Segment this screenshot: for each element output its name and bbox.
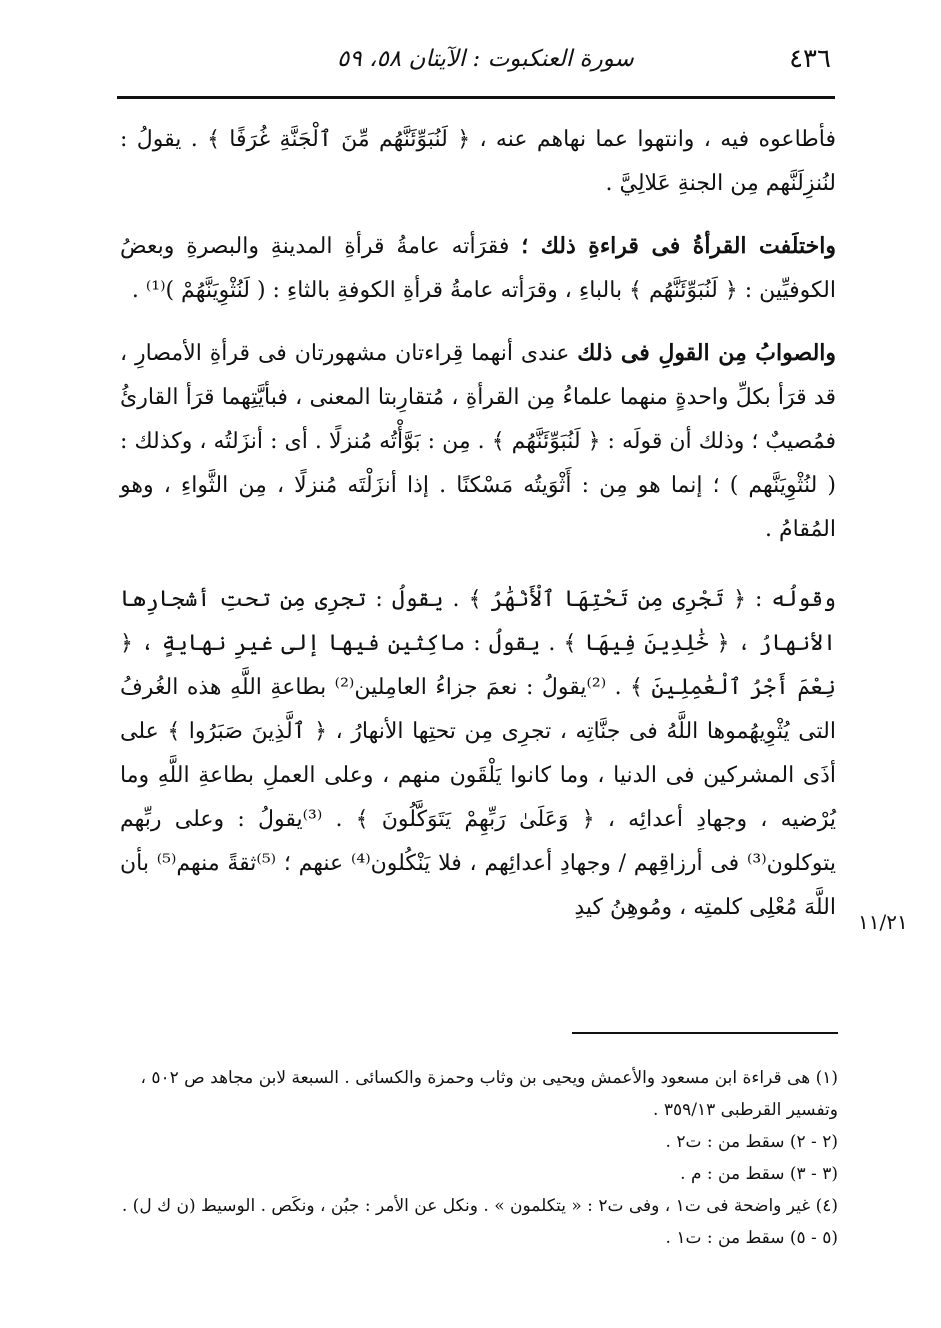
- page-header: [117, 36, 833, 96]
- footnote-3: (٣ - ٣) سقط من : م .: [680, 1164, 838, 1184]
- footnote-5: (٥ - ٥) سقط من : ت١ .: [665, 1228, 838, 1248]
- paragraph-lead: واختلَفت القرأةُ فى قراءةِ ذلك ؛: [521, 233, 836, 259]
- paragraph-1: [120, 118, 836, 206]
- footnotes: [120, 1062, 838, 1254]
- footnote-1: (١) هى قراءة ابن مسعود والأعمش ويحيى بن وثاب وحمزة والكسائى . السبعة لابن مجاهد ص ٥٠٢ ، وتفسير القرطبى ٣٥٩/١٣ .: [140, 1068, 838, 1120]
- header-divider: [117, 96, 835, 99]
- paragraph-lead: والصوابُ مِن القولِ فى ذلك: [577, 340, 837, 366]
- margin-reference: ١١/٢١: [858, 910, 908, 934]
- footnote-2: (٢ - ٢) سقط من : ت٢ .: [665, 1132, 838, 1152]
- paragraph-text: فقرَأته عامةُ قرأةِ المدينةِ والبصرةِ وبعضُ الكوفيِّين : ﴿ لَنُبَوِّئَنَّهُم ﴾ بالباءِ ، وقرَأته عامةُ قرأةِ الكوفةِ بالثاءِ : ( لَنُثْوِيَنَّهُمْ )⁽¹⁾ .: [120, 234, 836, 303]
- main-text: [120, 118, 836, 930]
- running-title: سورة العنكبوت : الآيتان ٥٨، ٥٩: [337, 46, 634, 72]
- footnote-divider: [572, 1032, 838, 1034]
- paragraph-3: [120, 331, 836, 552]
- paragraph-text: فأطاعوه فيه ، وانتهوا عما نهاهم عنه ، ﴿ لَنُبَوِّئَنَّهُم مِّنَ ٱلْجَنَّةِ غُرَفًا ﴾ . يقولُ : لنُنزِلَنَّهم مِن الجنةِ عَلالِيَّ .: [120, 127, 836, 196]
- paragraph-2: [120, 224, 836, 313]
- page-number: ٤٣٦: [789, 44, 831, 74]
- footnote-4: (٤) غير واضحة فى ت١ ، وفى ت٢ : « يتكلمون » . ونكل عن الأمر : جبُن ، ونكَص . الوسيط (ن ك ل) .: [121, 1196, 838, 1216]
- paragraph-4: [120, 578, 836, 930]
- paragraph-text: وقولُه : ﴿ تَجْرِى مِن تَحْتِهَا ٱلْأَنْهَٰرُ ﴾ . يقولُ : تجرِى مِن تحتِ أشجارِها الأنهارُ ، ﴿ خَٰلِدِينَ فِيهَا ﴾ . يقولُ : ماكِثين فيها إلى غيرِ نهايةٍ ، ﴿ نِعْمَ أَجْرُ ٱلْعَٰمِلِينَ ﴾ . ⁽²⁾يقولُ : نعمَ جزاءُ العامِلين⁽²⁾ بطاعةِ اللَّهِ هذه الغُرفُ التى يُثْوِيهُموها اللَّهُ فى جنَّاتِه ، تجرِى مِن تحتِها الأنهارُ ، ﴿ ٱلَّذِينَ صَبَرُوا ﴾ على أذَى المشركين فى الدنيا ، وما كانوا يَلْقَون منهم ، وعلى العملِ بطاعةِ اللَّهِ وما يُرْضيه ، وجهادِ أعدائِه ، ﴿ وَعَلَىٰ رَبِّهِمْ يَتَوَكَّلُونَ ﴾ . ⁽³⁾يقولُ : وعلى ربِّهم يتوكلون⁽³⁾ فى أرزاقِهم / وجهادِ أعدائِهم ، فلا يَنْكُلون⁽⁴⁾ عنهم ؛ ⁽⁵⁾ثقةً منهم⁽⁵⁾ بأن اللَّهَ مُعْلِى كلمتِه ، ومُوهِنُ كيدِ: [120, 587, 837, 920]
- paragraph-text: عندى أنهما قِراءتان مشهورتان فى قرأةِ الأمصارِ ، قد قرَأ بكلِّ واحدةٍ منهما علماءُ مِن القرأةِ ، مُتقارِبتا المعنى ، فبأيَّتِهما قرَأ القارئُ فمُصيبٌ ؛ وذلك أن قولَه : ﴿ لَنُبَوِّئَنَّهُم ﴾ . مِن : بَوَّأْتُه مُنزلًا . أى : أنزَلتُه ، وكذلك : ( لنُثْوِيَنَّهم ) ؛ إنما هو مِن : أَثْوَيتُه مَسْكنًا . إذا أنزَلْتَه مُنزلًا ، مِن الثَّواءِ ، وهو المُقامُ .: [120, 341, 836, 542]
